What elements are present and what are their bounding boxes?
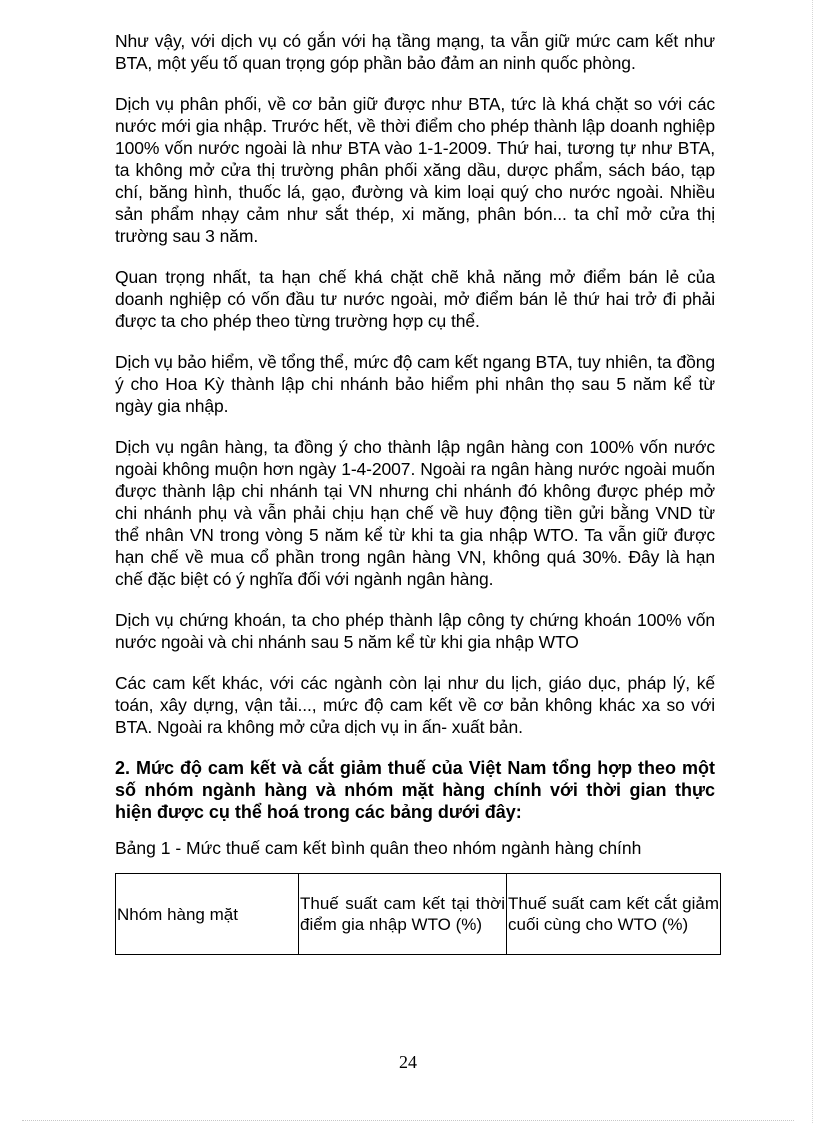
table-caption: Bảng 1 - Mức thuế cam kết bình quân theo nhóm ngành hàng chính [115,838,642,858]
table-header-row [116,874,721,955]
document-body [115,30,719,955]
paragraph-insurance-services: Dịch vụ bảo hiểm, về tổng thể, mức độ cam kết ngang BTA, tuy nhiên, ta đồng ý cho Hoa Kỳ thành lập chi nhánh bảo hiểm phi nhân thọ sau 5 năm kể từ ngày gia nhập. [115,352,715,416]
page-bottom-divider [22,1120,794,1121]
table-header-product-group: Nhóm hàng mặt [116,874,299,955]
paragraph-distribution-services: Dịch vụ phân phối, về cơ bản giữ được như BTA, tức là khá chặt so với các nước mới gia nhập. Trước hết, về thời điểm cho phép thành lập doanh nghiệp 100% vốn nước ngoài là như BTA vào 1-1-2009. Thứ hai, tương tự như BTA, ta không mở cửa thị trường phân phối xăng dầu, dược phẩm, sách báo, tạp chí, băng hình, thuốc lá, gạo, đường và kim loại quý cho nước ngoài. Nhiều sản phẩm nhạy cảm như sắt thép, xi măng, phân bón... ta chỉ mở cửa thị trường sau 3 năm. [115,94,715,246]
paragraph-securities-services: Dịch vụ chứng khoán, ta cho phép thành lập công ty chứng khoán 100% vốn nước ngoài và chi nhánh sau 5 năm kể từ khi gia nhập WTO [115,610,715,652]
page-right-divider [812,0,813,1123]
section-heading: 2. Mức độ cam kết và cắt giảm thuế của Việt Nam tổng hợp theo một số nhóm ngành hàng và nhóm mặt hàng chính với thời gian thực hiện được cụ thể hoá trong các bảng dưới đây: [115,758,715,822]
page-number: 24 [399,1052,417,1072]
paragraph-retail-outlets: Quan trọng nhất, ta hạn chế khá chặt chẽ khả năng mở điểm bán lẻ của doanh nghiệp có vốn đầu tư nước ngoài, mở điểm bán lẻ thứ hai trở đi phải được ta cho phép theo từng trường hợp cụ thể. [115,267,715,331]
paragraph-other-commitments: Các cam kết khác, với các ngành còn lại như du lịch, giáo dục, pháp lý, kế toán, xây dựng, vận tải..., mức độ cam kết về cơ bản không khác xa so với BTA. Ngoài ra không mở cửa dịch vụ in ấn- xuất bản. [115,673,715,737]
table-header-final-bound-rate: Thuế suất cam kết cắt giảm cuối cùng cho WTO (%) [507,874,721,955]
table-header-rate-at-accession: Thuế suất cam kết tại thời điểm gia nhập WTO (%) [299,874,507,955]
paragraph-banking-services: Dịch vụ ngân hàng, ta đồng ý cho thành lập ngân hàng con 100% vốn nước ngoài không muộn hơn ngày 1-4-2007. Ngoài ra ngân hàng nước ngoài muốn được thành lập chi nhánh tại VN nhưng chi nhánh đó không được phép mở chi nhánh phụ và vẫn phải chịu hạn chế về huy động tiền gửi bằng VND từ thể nhân VN trong vòng 5 năm kể từ khi ta gia nhập WTO. Ta vẫn giữ được hạn chế về mua cổ phần trong ngân hàng VN, không quá 30%. Đây là hạn chế đặc biệt có ý nghĩa đối với ngành ngân hàng. [115,437,715,589]
tariff-table [115,873,721,955]
paragraph-network-services: Như vậy, với dịch vụ có gắn với hạ tầng mạng, ta vẫn giữ mức cam kết như BTA, một yếu tố quan trọng góp phần bảo đảm an ninh quốc phòng. [115,31,715,73]
